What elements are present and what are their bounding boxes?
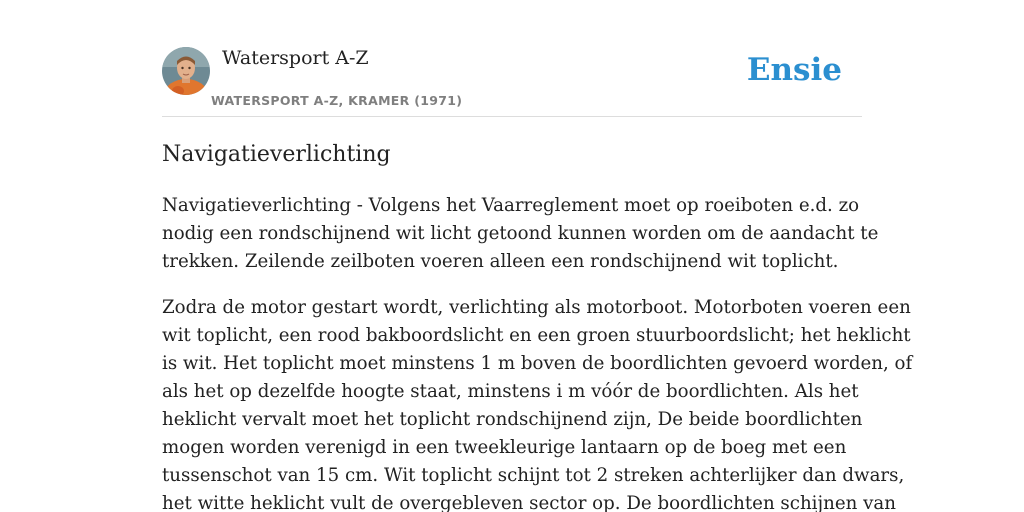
source-label: WATERSPORT A-Z, KRAMER (1971) bbox=[211, 93, 463, 108]
text-line: als het op dezelfde hoogte staat, minstens i m vóór de boordlichten. Als het bbox=[162, 381, 859, 402]
text-line: is wit. Het toplicht moet minstens 1 m boven de boordlichten gevoerd worden, of bbox=[162, 353, 913, 374]
person-photo-icon[interactable] bbox=[162, 47, 210, 95]
page-title: Navigatieverlichting bbox=[162, 142, 391, 167]
author-name[interactable]: Watersport A-Z bbox=[222, 47, 369, 69]
article-body bbox=[162, 192, 913, 512]
text-line: het witte heklicht vult de overgebleven sector op. De boordlichten schijnen van bbox=[162, 493, 896, 512]
text-line: trekken. Zeilende zeilboten voeren alleen een rondschijnend wit toplicht. bbox=[162, 251, 839, 272]
text-line: heklicht vervalt moet het toplicht rondschijnend zijn, De beide boordlichten bbox=[162, 409, 863, 430]
text-line: Navigatieverlichting - Volgens het Vaarreglement moet op roeiboten e.d. zo bbox=[162, 195, 860, 216]
paragraph-1 bbox=[162, 192, 879, 276]
text-line: nodig een rondschijnend wit licht getoond kunnen worden om de aandacht te bbox=[162, 223, 879, 244]
text-line: tussenschot van 15 cm. Wit toplicht schijnt tot 2 streken achterlijker dan dwars, bbox=[162, 465, 905, 486]
paragraph-2 bbox=[162, 294, 913, 512]
text-line: wit toplicht, een rood bakboordslicht en een groen stuurboordslicht; het heklicht bbox=[162, 325, 911, 346]
text-line: mogen worden verenigd in een tweekleurige lantaarn op de boeg met een bbox=[162, 437, 847, 458]
text-line: Zodra de motor gestart wordt, verlichting als motorboot. Motorboten voeren een bbox=[162, 297, 911, 318]
ensie-logo[interactable]: Ensie bbox=[746, 52, 842, 88]
header bbox=[162, 46, 862, 117]
